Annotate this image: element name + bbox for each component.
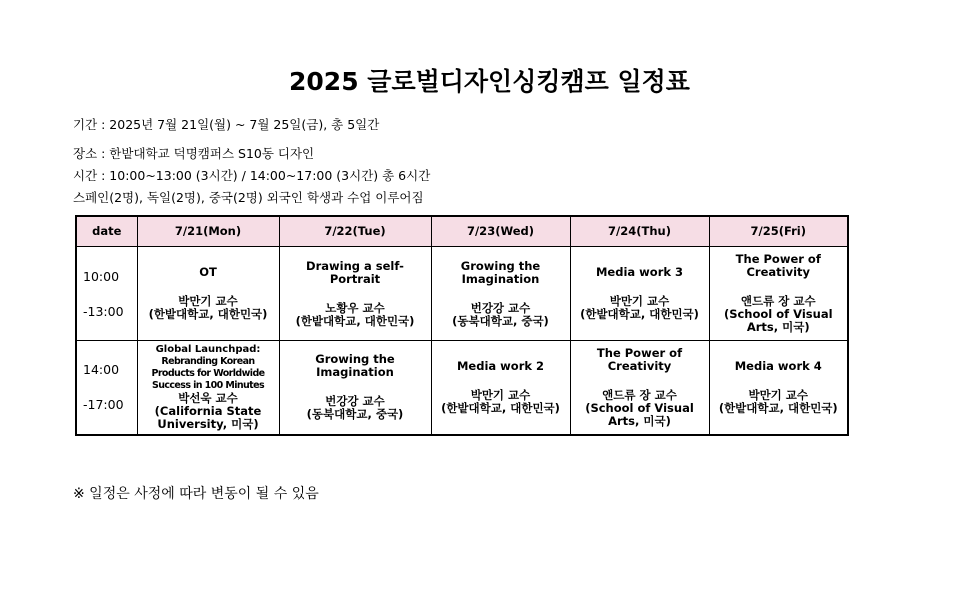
info-students: 스페인(2명), 독일(2명), 중국(2명) 외국인 학생과 수업 이루어짐 bbox=[73, 190, 424, 205]
header-date: date bbox=[76, 216, 137, 247]
session-title: Growing the Imagination bbox=[460, 258, 541, 286]
header-day-3: 7/23(Wed) bbox=[431, 216, 570, 247]
time-end: -13:00 bbox=[83, 303, 124, 319]
session-title: Media work 3 bbox=[595, 265, 684, 279]
session-professor: 앤드류 장 교수 bbox=[602, 387, 677, 402]
session-affiliation: (한밭대학교, 대한민국) bbox=[718, 400, 838, 415]
session-professor: 박만기 교수 bbox=[748, 387, 809, 402]
session-cell bbox=[431, 247, 570, 341]
session-professor: 박선욱 교수 bbox=[178, 391, 238, 406]
session-cell bbox=[570, 341, 709, 435]
session-cell bbox=[709, 247, 848, 341]
session-affiliation: (한밭대학교, 대한민국) bbox=[295, 313, 415, 328]
session-professor: 박만기 교수 bbox=[178, 294, 238, 308]
session-affiliation: (School of Visual Arts, 미국) bbox=[585, 400, 694, 428]
session-title: Global Launchpad: bbox=[155, 344, 261, 356]
header-day-2: 7/22(Tue) bbox=[279, 216, 431, 247]
table-row bbox=[76, 341, 848, 435]
session-title: Media work 2 bbox=[456, 358, 545, 373]
session-title: The Power of Creativity bbox=[596, 345, 683, 373]
session-professor: 번강강 교수 bbox=[470, 300, 531, 315]
session-cell bbox=[709, 341, 848, 435]
session-cell bbox=[431, 341, 570, 435]
header-day-1: 7/21(Mon) bbox=[137, 216, 279, 247]
session-affiliation: (한밭대학교, 대한민국) bbox=[148, 307, 268, 321]
time-start: 14:00 bbox=[83, 362, 120, 378]
session-professor: 번강강 교수 bbox=[325, 394, 385, 409]
session-cell bbox=[279, 247, 431, 341]
time-start: 10:00 bbox=[83, 268, 120, 284]
session-professor: 노황우 교수 bbox=[325, 300, 385, 315]
session-title: The Power of Creativity bbox=[735, 252, 821, 279]
session-cell bbox=[279, 341, 431, 435]
session-title: Media work 4 bbox=[734, 358, 822, 373]
info-period: 기간 : 2025년 7월 21일(월) ~ 7월 25일(금), 총 5일간 bbox=[73, 117, 380, 132]
session-affiliation: (School of Visual Arts, 미국) bbox=[723, 307, 833, 334]
session-affiliation: (한밭대학교, 대한민국) bbox=[580, 307, 699, 321]
session-affiliation: (California State University, 미국) bbox=[154, 404, 262, 432]
session-affiliation: (동북대학교, 중국) bbox=[452, 313, 549, 328]
session-professor: 박만기 교수 bbox=[470, 387, 531, 402]
session-professor: 박만기 교수 bbox=[609, 294, 670, 308]
time-cell-morning bbox=[76, 247, 137, 341]
session-title: Drawing a self-Portrait bbox=[306, 258, 404, 286]
session-cell bbox=[137, 341, 279, 435]
table-header-row bbox=[76, 216, 848, 247]
page-title: 2025 글로벌디자인싱킹캠프 일정표 bbox=[289, 67, 690, 96]
schedule-note: ※ 일정은 사정에 따라 변동이 될 수 있음 bbox=[73, 486, 319, 502]
session-cell bbox=[137, 247, 279, 341]
schedule-table bbox=[75, 215, 849, 436]
session-professor: 앤드류 장 교수 bbox=[740, 294, 816, 308]
session-subtitle: Rebranding Korean Products for Worldwide Success in 100 Minutes bbox=[151, 356, 265, 392]
info-location: 장소 : 한밭대학교 덕명캠퍼스 S10동 디자인 bbox=[73, 146, 315, 161]
time-cell-afternoon bbox=[76, 341, 137, 435]
header-day-5: 7/25(Fri) bbox=[709, 216, 848, 247]
session-affiliation: (동북대학교, 중국) bbox=[306, 407, 404, 422]
session-cell bbox=[570, 247, 709, 341]
table-row bbox=[76, 247, 848, 341]
session-title: OT bbox=[199, 265, 217, 279]
header-day-4: 7/24(Thu) bbox=[570, 216, 709, 247]
session-title: Growing the Imagination bbox=[315, 352, 395, 380]
time-end: -17:00 bbox=[83, 397, 124, 413]
info-time: 시간 : 10:00~13:00 (3시간) / 14:00~17:00 (3시간) 총 6시간 bbox=[73, 168, 431, 183]
session-affiliation: (한밭대학교, 대한민국) bbox=[441, 400, 560, 415]
